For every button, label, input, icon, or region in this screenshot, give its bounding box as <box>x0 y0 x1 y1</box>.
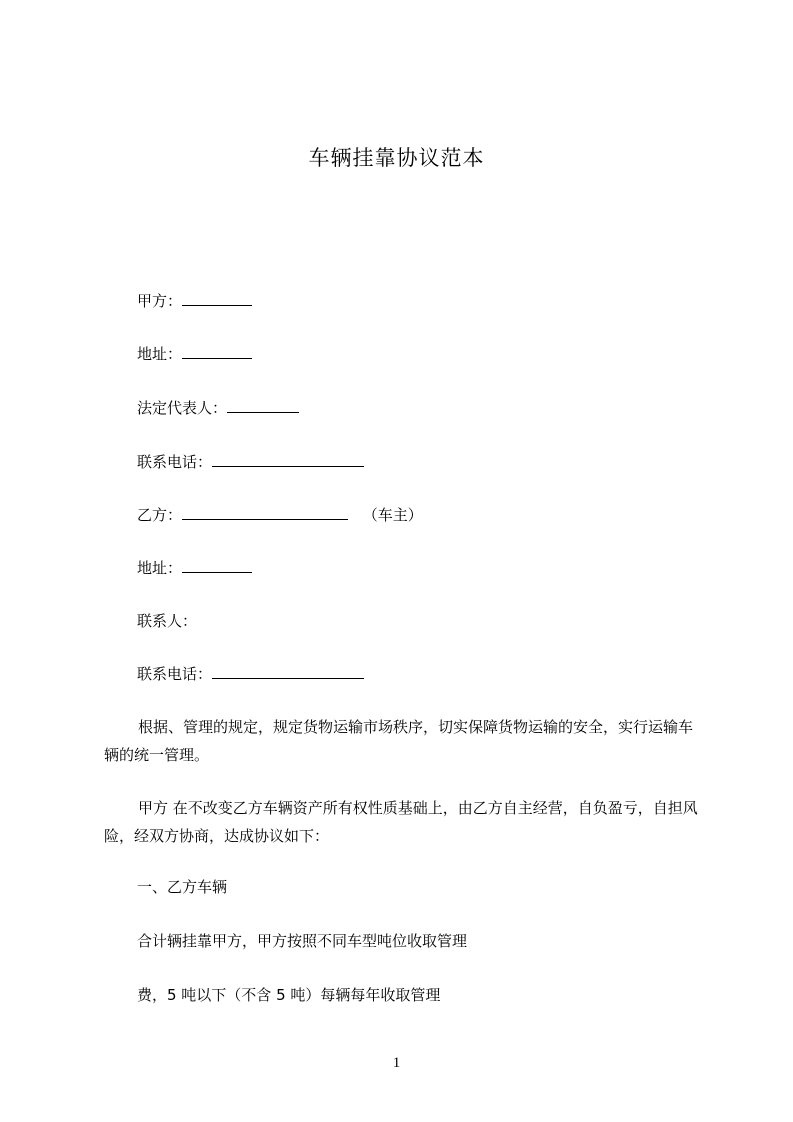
party-b-line <box>137 505 423 525</box>
contact-line <box>137 611 197 631</box>
document-title: 车辆挂靠协议范本 <box>308 146 485 170</box>
address-a-line <box>137 344 252 364</box>
paragraph-1 <box>104 713 704 769</box>
fee-line-2: 费，5 吨以下（不含 5 吨）每辆每年收取管理 <box>137 986 441 1004</box>
party-b-note: （车主） <box>362 506 423 524</box>
phone-b-blank <box>212 664 364 679</box>
address-label: 地址： <box>137 345 183 363</box>
party-b-blank <box>182 505 348 520</box>
legal-rep-line <box>137 398 299 418</box>
paragraph-2 <box>104 794 704 850</box>
contact-label: 联系人： <box>137 612 198 630</box>
fee-line-1: 合计辆挂靠甲方，甲方按照不同车型吨位收取管理 <box>137 932 468 950</box>
legal-rep-blank <box>227 398 299 413</box>
phone-blank <box>212 452 364 467</box>
address-b-blank <box>182 558 252 573</box>
phone-b-line <box>137 664 364 684</box>
page-number: 1 <box>392 1055 401 1071</box>
section-1-heading: 一、乙方车辆 <box>137 878 228 896</box>
paragraph-2-text: 甲方 在不改变乙方车辆资产所有权性质基础上，由乙方自主经营，自负盈亏，自担风险，经双方协商，达成协议如下： <box>104 799 698 845</box>
paragraph-1-text: 根据、管理的规定，规定货物运输市场秩序，切实保障货物运输的安全，实行运输车辆的统一管理。 <box>104 718 694 764</box>
address-blank <box>182 344 252 359</box>
party-a-line <box>137 291 252 311</box>
phone-a-line <box>137 452 364 472</box>
address-b-line <box>137 558 252 578</box>
phone-b-label: 联系电话： <box>137 665 213 683</box>
phone-label: 联系电话： <box>137 453 213 471</box>
party-a-blank <box>182 291 252 306</box>
address-b-label: 地址： <box>137 559 183 577</box>
party-b-label: 乙方： <box>137 506 183 524</box>
legal-rep-label: 法定代表人： <box>137 399 228 417</box>
party-a-label: 甲方： <box>137 292 183 310</box>
